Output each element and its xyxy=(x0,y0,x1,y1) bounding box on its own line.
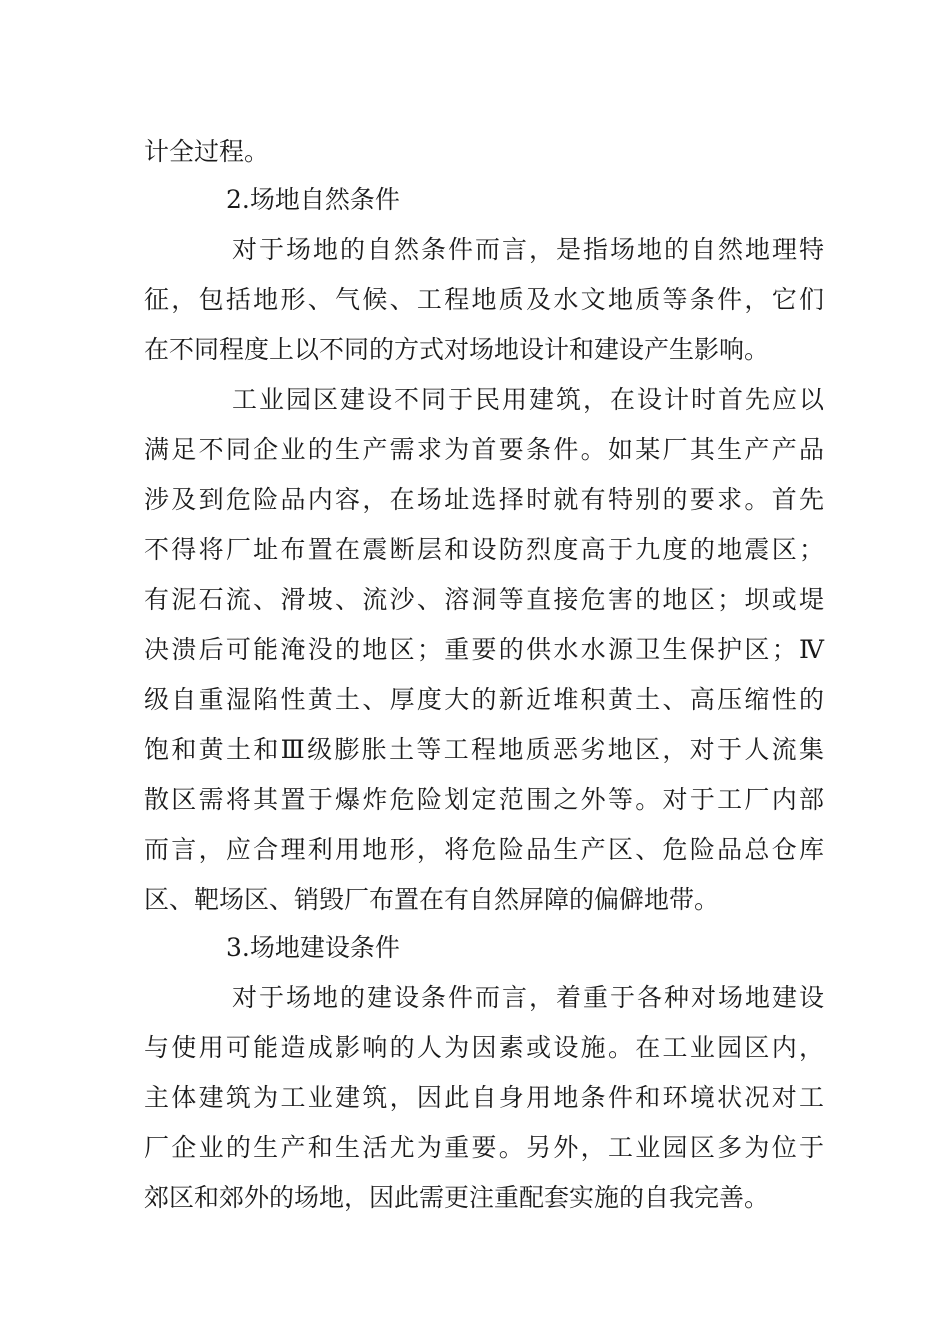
paragraph-line: 对于场地的建设条件而言，着重于各种对场地建设 xyxy=(232,983,824,1012)
paragraph-line: 工业园区建设不同于民用建筑，在设计时首先应以 xyxy=(232,385,824,414)
paragraph-line: 区、靶场区、销毁厂布置在有自然屏障的偏僻地带。 xyxy=(144,885,720,914)
paragraph-line: 饱和黄土和Ⅲ级膨胀土等工程地质恶劣地区，对于人流集 xyxy=(144,735,824,764)
paragraph-line: 在不同程度上以不同的方式对场地设计和建设产生影响。 xyxy=(144,335,770,364)
paragraph-line: 涉及到危险品内容，在场址选择时就有特别的要求。首先 xyxy=(144,485,824,514)
section-heading: 3.场地建设条件 xyxy=(226,933,400,962)
paragraph-line: 对于场地的自然条件而言，是指场地的自然地理特 xyxy=(232,235,824,264)
paragraph-line: 级自重湿陷性黄土、厚度大的新近堆积黄土、高压缩性的 xyxy=(144,685,824,714)
paragraph-line: 散区需将其置于爆炸危险划定范围之外等。对于工厂内部 xyxy=(144,785,824,814)
paragraph-line: 与使用可能造成影响的人为因素或设施。在工业园区内， xyxy=(144,1033,824,1062)
paragraph-line: 征，包括地形、气候、工程地质及水文地质等条件，它们 xyxy=(144,285,824,314)
paragraph-line: 有泥石流、滑坡、流沙、溶洞等直接危害的地区；坝或堤 xyxy=(144,585,824,614)
paragraph-line: 厂企业的生产和生活尤为重要。另外，工业园区多为位于 xyxy=(144,1133,824,1162)
paragraph-line: 郊区和郊外的场地，因此需更注重配套实施的自我完善。 xyxy=(144,1183,770,1212)
paragraph-line: 主体建筑为工业建筑，因此自身用地条件和环境状况对工 xyxy=(144,1083,824,1112)
paragraph-line: 而言，应合理利用地形，将危险品生产区、危险品总仓库 xyxy=(144,835,824,864)
paragraph-line: 不得将厂址布置在震断层和设防烈度高于九度的地震区； xyxy=(144,535,824,564)
paragraph-line: 计全过程。 xyxy=(144,137,270,166)
section-heading: 2.场地自然条件 xyxy=(226,185,400,214)
paragraph-line: 满足不同企业的生产需求为首要条件。如某厂其生产产品 xyxy=(144,435,824,464)
paragraph-line: 决溃后可能淹没的地区；重要的供水水源卫生保护区；Ⅳ xyxy=(144,635,824,664)
